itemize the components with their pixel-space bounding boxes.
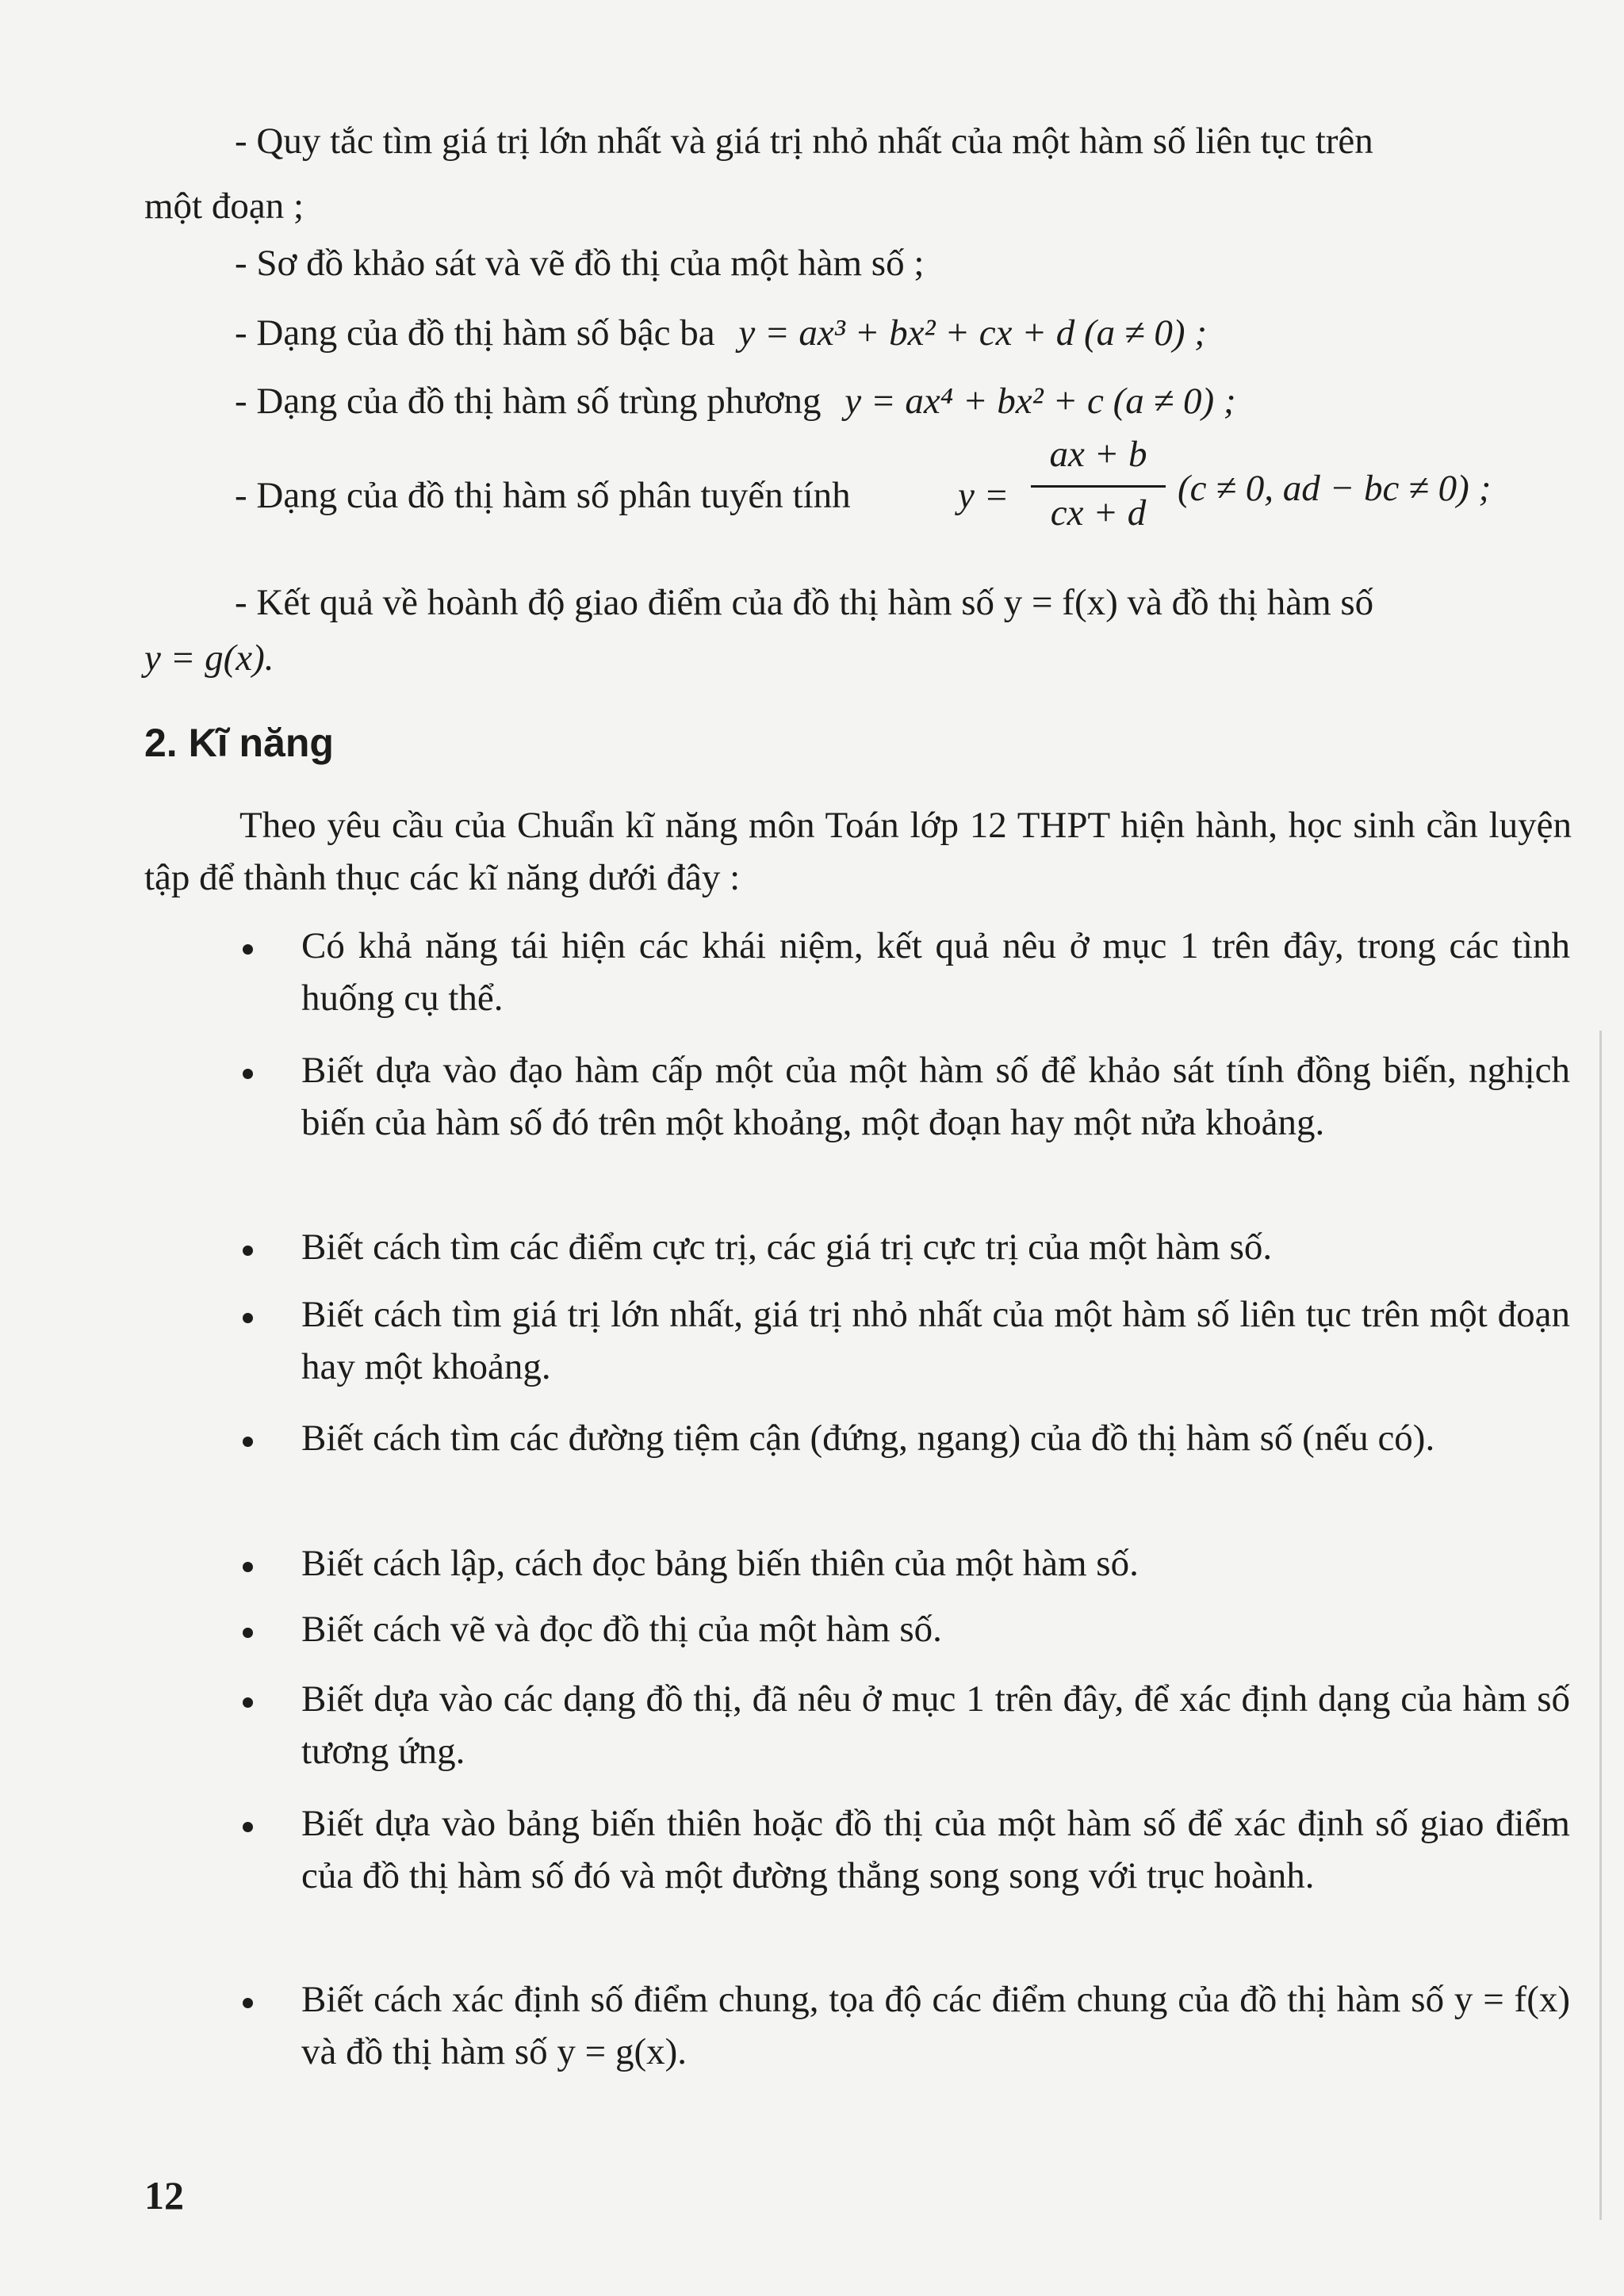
- cubic-formula: y = ax³ + bx² + cx + d (a ≠ 0) ;: [738, 312, 1207, 354]
- rule-minmax-line-1: - Quy tắc tìm giá trị lớn nhất và giá trị nhỏ nhất của một hàm số liên tục trên: [235, 121, 1373, 162]
- fraction-denominator: cx + d: [1050, 492, 1147, 534]
- survey-scheme-line: - Sơ đồ khảo sát và vẽ đồ thị của một hàm số ;: [235, 243, 925, 284]
- list-item: Biết dựa vào các dạng đồ thị, đã nêu ở mục 1 trên đây, để xác định dạng của hàm số tương ứng.: [301, 1678, 1570, 1772]
- linear-fraction-y: y =: [958, 475, 1009, 516]
- section-heading-skills: 2. Kĩ năng: [144, 721, 334, 765]
- bullet-marker: [243, 1246, 253, 1256]
- bullet-marker: [243, 1069, 253, 1079]
- list-item: Biết cách tìm các đường tiệm cận (đứng, ngang) của đồ thị hàm số (nếu có).: [301, 1418, 1435, 1459]
- bullet-marker: [243, 1437, 253, 1447]
- list-item: Biết cách xác định số điểm chung, tọa độ các điểm chung của đồ thị hàm số y = f(x) và đồ thị hàm số y = g(x).: [301, 1979, 1570, 2072]
- quartic-formula: y = ax⁴ + bx² + c (a ≠ 0) ;: [845, 381, 1236, 422]
- bullet-marker: [243, 1628, 253, 1638]
- quartic-prefix: - Dạng của đồ thị hàm số trùng phương: [235, 381, 822, 422]
- skills-intro: Theo yêu cầu của Chuẩn kĩ năng môn Toán lớp 12 THPT hiện hành, học sinh cần luyện tập để thành thục các kĩ năng dưới đây :: [144, 805, 1572, 898]
- intersection-line-1: - Kết quả về hoành độ giao điểm của đồ thị hàm số y = f(x) và đồ thị hàm số: [235, 582, 1374, 623]
- bullet-marker: [243, 1313, 253, 1323]
- quartic-graph-line: [235, 379, 1236, 423]
- list-item: Biết cách tìm giá trị lớn nhất, giá trị nhỏ nhất của một hàm số liên tục trên một đoạn hay một khoảng.: [301, 1294, 1570, 1387]
- fraction-bar: [1031, 485, 1166, 488]
- linear-fraction-prefix: - Dạng của đồ thị hàm số phân tuyến tính: [235, 475, 851, 516]
- bullet-marker: [243, 1562, 253, 1572]
- cubic-graph-line: [235, 311, 1207, 355]
- list-item: Biết cách vẽ và đọc đồ thị của một hàm số.: [301, 1609, 942, 1650]
- bullet-marker: [243, 944, 253, 955]
- list-item: Biết cách tìm các điểm cực trị, các giá trị cực trị của một hàm số.: [301, 1226, 1273, 1268]
- list-item: Biết cách lập, cách đọc bảng biến thiên của một hàm số.: [301, 1543, 1139, 1584]
- list-item: Có khả năng tái hiện các khái niệm, kết quả nêu ở mục 1 trên đây, trong các tình huống cụ thể.: [301, 925, 1570, 1019]
- intersection-line-2: y = g(x).: [144, 637, 274, 679]
- list-item: Biết dựa vào bảng biến thiên hoặc đồ thị của một hàm số để xác định số giao điểm của đồ thị hàm số đó và một đường thẳng song song với trục hoành.: [301, 1803, 1570, 1896]
- fraction-numerator: ax + b: [1049, 434, 1147, 475]
- bullet-marker: [243, 1697, 253, 1708]
- rule-minmax-line-2: một đoạn ;: [144, 186, 304, 227]
- bullet-marker: [243, 1998, 253, 2008]
- linear-fraction-condition: (c ≠ 0, ad − bc ≠ 0) ;: [1178, 468, 1492, 509]
- page-edge: [1599, 1031, 1602, 2220]
- page-number: 12: [144, 2173, 184, 2218]
- list-item: Biết dựa vào đạo hàm cấp một của một hàm số để khảo sát tính đồng biến, nghịch biến của hàm số đó trên một khoảng, một đoạn hay một nửa khoảng.: [301, 1050, 1570, 1143]
- cubic-prefix: - Dạng của đồ thị hàm số bậc ba: [235, 312, 715, 354]
- bullet-marker: [243, 1822, 253, 1832]
